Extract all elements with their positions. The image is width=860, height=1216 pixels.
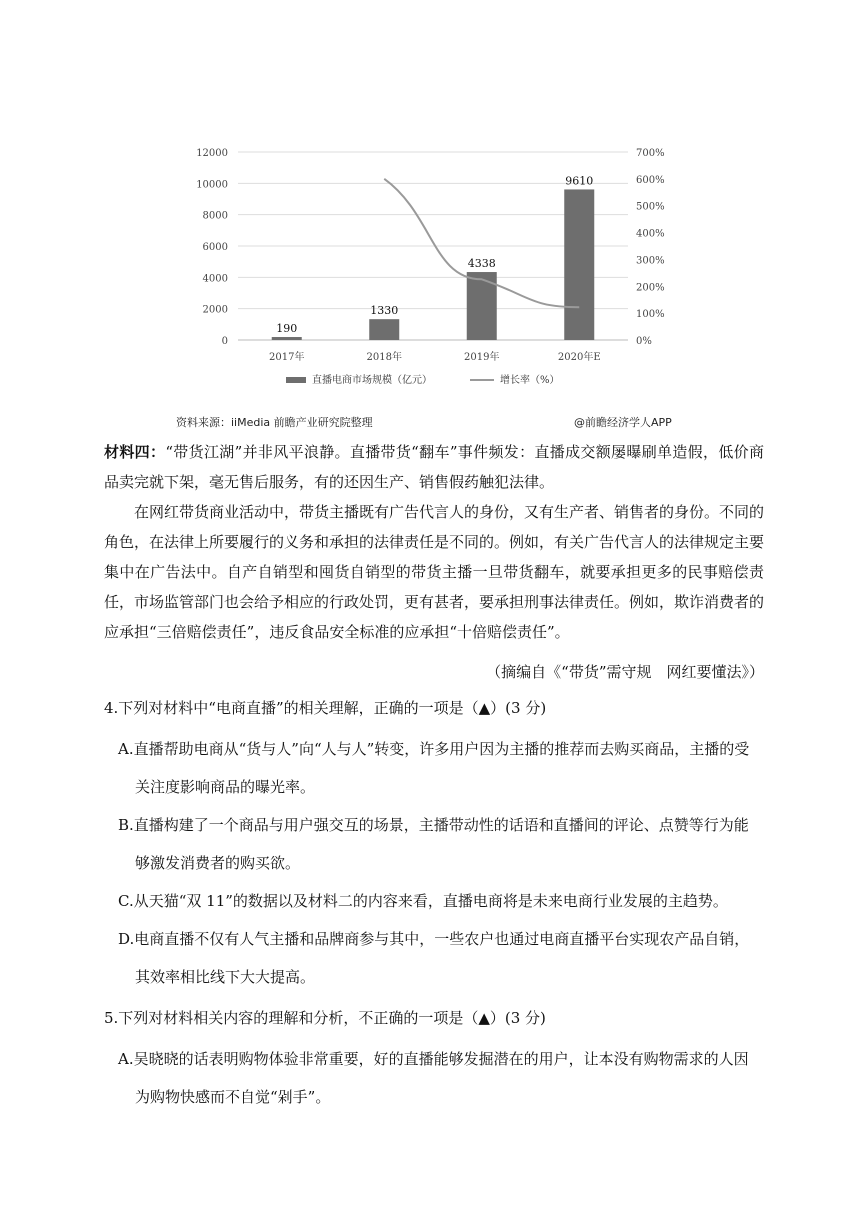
y2-tick-label: 200% (636, 282, 665, 294)
market-chart-svg (160, 138, 700, 430)
chart-source-note: 资料来源：iiMedia 前瞻产业研究院整理 (176, 416, 373, 429)
material-four-para-1-text: “带货江湖”并非风平浪静。直播带货“翻车”事件频发：直播成交额屡曝刷单造假，低价商品卖完就下架，毫无售后服务，有的还因生产、销售假药触犯法律。 (104, 443, 764, 491)
question-4-stem: 4.下列对材料中“电商直播”的相关理解，正确的一项是（▲）(3 分) (104, 699, 547, 717)
market-chart (160, 138, 700, 430)
question-5-stem: 5.下列对材料相关内容的理解和分析，不正确的一项是（▲）(3 分) (104, 1009, 546, 1027)
y2-tick-label: 500% (636, 201, 665, 213)
material-four-para-1 (104, 437, 764, 497)
bar-value-label: 190 (276, 322, 298, 336)
q5-option-a-cont: 为购物快感而不自觉“剁手”。 (135, 1088, 331, 1106)
y2-tick-label: 600% (636, 174, 665, 186)
y2-tick-label: 400% (636, 228, 665, 240)
chart-source-credit: @前瞻经济学人APP (574, 416, 672, 429)
y2-tick-label: 100% (636, 309, 665, 321)
y-tick-label: 10000 (196, 179, 228, 191)
x-tick-label: 2017年 (269, 352, 305, 363)
bar (564, 189, 594, 340)
material-four (104, 437, 764, 687)
q4-option-b: B.直播构建了一个商品与用户强交互的场景，主播带动性的话语和直播间的评论、点赞等行为能 (118, 816, 749, 834)
bar-value-label: 4338 (467, 257, 496, 271)
y-tick-label: 4000 (202, 273, 228, 285)
y-tick-label: 12000 (196, 148, 228, 159)
q4-option-a: A.直播帮助电商从“货与人”向“人与人”转变，许多用户因为主播的推荐而去购买商品，主播的受 (118, 740, 750, 758)
x-tick-label: 2018年 (366, 352, 402, 363)
bar-value-label: 9610 (565, 174, 594, 188)
q4-option-a-cont: 关注度影响商品的曝光率。 (135, 778, 316, 796)
y-tick-label: 0 (221, 336, 228, 347)
material-citation: （摘编自《“带货”需守规 网红要懂法》） (486, 663, 764, 681)
y2-tick-label: 700% (636, 148, 665, 159)
bar-value-label: 1330 (370, 304, 399, 318)
y-tick-label: 6000 (202, 242, 228, 253)
question-4 (104, 693, 764, 723)
legend-line-label: 增长率（%） (500, 375, 560, 386)
q4-option-b-cont: 够激发消费者的购买欲。 (135, 854, 301, 872)
bar (369, 319, 399, 340)
q4-option-d: D.电商直播不仅有人气主播和品牌商参与其中，一些农户也通过电商直播平台实现农产品自销， (118, 930, 750, 948)
bar (272, 337, 302, 340)
question-5-options (104, 1040, 764, 1116)
x-tick-label: 2019年 (464, 352, 500, 363)
q4-option-c: C.从天猫“双 11”的数据以及材料二的内容来看，直播电商将是未来电商行业发展的主趋势。 (118, 892, 728, 910)
q5-option-a: A.吴晓晓的话表明购物体验非常重要，好的直播能够发掘潜在的用户，让本没有购物需求的人因 (118, 1050, 749, 1068)
y2-tick-label: 0% (636, 336, 652, 347)
q4-option-d-cont: 其效率相比线下大大提高。 (135, 968, 316, 986)
legend-bar-label: 直播电商市场规模（亿元） (312, 375, 432, 386)
x-tick-label: 2020年E (557, 352, 601, 363)
material-four-para-2: 在网红带货商业活动中，带货主播既有广告代言人的身份，又有生产者、销售者的身份。不同的角色，在法律上所要履行的义务和承担的法律责任是不同的。例如，有关广告代言人的法律规定主要集中在广告法中。自产自销型和囤货自销型的带货主播一旦带货翻车，就要承担更多的民事赔偿责任，市场监管部门也会给予相应的行政处罚，更有甚者，要承担刑事法律责任。例如，欺诈消费者的应承担“三倍赔偿责任”，违反食品安全标准的应承担“十倍赔偿责任”。 (104, 503, 765, 641)
material-four-label: 材料四： (104, 443, 166, 461)
y2-tick-label: 300% (636, 255, 665, 267)
question-4-options (104, 730, 764, 996)
legend-bar-swatch (286, 377, 306, 383)
y-tick-label: 2000 (202, 304, 228, 316)
question-5 (104, 1003, 764, 1033)
y-tick-label: 8000 (202, 210, 228, 222)
